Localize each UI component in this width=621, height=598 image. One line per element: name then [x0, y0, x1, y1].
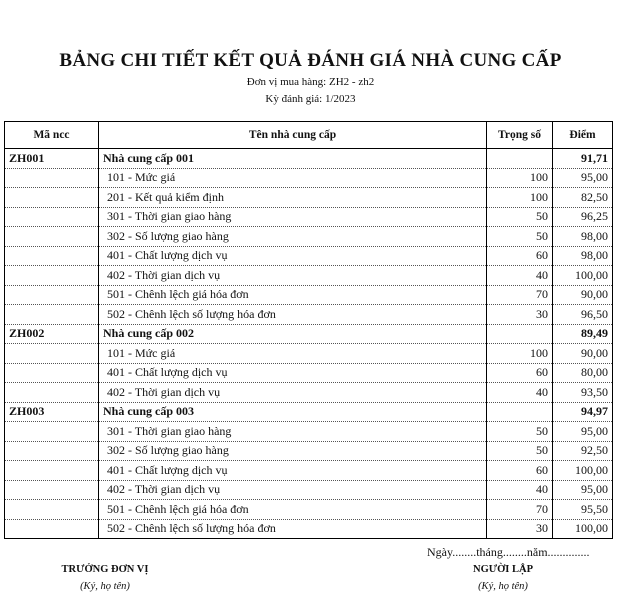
- supplier-weight: [487, 149, 553, 169]
- criterion-code-cell: [5, 285, 99, 305]
- evaluation-period: Kỳ đánh giá: 1/2023: [265, 93, 356, 105]
- criterion-code-cell: [5, 441, 99, 461]
- signature-block-head: [40, 564, 170, 592]
- criterion-weight: 100: [487, 168, 553, 188]
- criterion-row: [5, 285, 613, 305]
- criterion-row: [5, 441, 613, 461]
- criterion-row: [5, 461, 613, 481]
- criterion-row: [5, 344, 613, 364]
- head-sign-note: (Ký, họ tên): [80, 581, 130, 592]
- criterion-score: 95,50: [553, 500, 613, 520]
- criterion-row: [5, 266, 613, 286]
- signature-block-preparer: [448, 564, 558, 592]
- criterion-name: 401 - Chất lượng dịch vụ: [99, 363, 487, 383]
- criterion-score: 96,25: [553, 207, 613, 227]
- supplier-score: 94,97: [553, 402, 613, 422]
- criterion-name: 501 - Chênh lệch giá hóa đơn: [99, 285, 487, 305]
- supplier-name: Nhà cung cấp 002: [99, 324, 487, 344]
- supplier-weight: [487, 402, 553, 422]
- criterion-code-cell: [5, 168, 99, 188]
- supplier-name: Nhà cung cấp 003: [99, 402, 487, 422]
- supplier-name: Nhà cung cấp 001: [99, 149, 487, 169]
- criterion-code-cell: [5, 227, 99, 247]
- criterion-weight: 50: [487, 207, 553, 227]
- criterion-weight: 60: [487, 363, 553, 383]
- criterion-score: 80,00: [553, 363, 613, 383]
- criterion-code-cell: [5, 383, 99, 403]
- criterion-name: 502 - Chênh lệch số lượng hóa đơn: [99, 519, 487, 539]
- header-code: Mã ncc: [5, 122, 99, 149]
- criterion-row: [5, 383, 613, 403]
- supplier-row: [5, 149, 613, 169]
- criterion-name: 301 - Thời gian giao hàng: [99, 422, 487, 442]
- criterion-code-cell: [5, 266, 99, 286]
- criterion-name: 401 - Chất lượng dịch vụ: [99, 461, 487, 481]
- evaluation-table: [4, 121, 613, 539]
- criterion-score: 90,00: [553, 344, 613, 364]
- criterion-weight: 40: [487, 266, 553, 286]
- criterion-score: 100,00: [553, 266, 613, 286]
- criterion-name: 201 - Kết quả kiểm định: [99, 188, 487, 208]
- criterion-score: 90,00: [553, 285, 613, 305]
- purchasing-unit: Đơn vị mua hàng: ZH2 - zh2: [246, 76, 375, 88]
- supplier-score: 89,49: [553, 324, 613, 344]
- criterion-code-cell: [5, 422, 99, 442]
- criterion-score: 92,50: [553, 441, 613, 461]
- criterion-score: 93,50: [553, 383, 613, 403]
- criterion-weight: 40: [487, 383, 553, 403]
- criterion-row: [5, 168, 613, 188]
- criterion-code-cell: [5, 363, 99, 383]
- criterion-score: 82,50: [553, 188, 613, 208]
- criterion-name: 401 - Chất lượng dịch vụ: [99, 246, 487, 266]
- header-score: Điểm: [553, 122, 613, 149]
- criterion-score: 98,00: [553, 227, 613, 247]
- criterion-weight: 30: [487, 305, 553, 325]
- date-line: Ngày........tháng........năm..............: [427, 545, 590, 559]
- criterion-name: 501 - Chênh lệch giá hóa đơn: [99, 500, 487, 520]
- supplier-score: 91,71: [553, 149, 613, 169]
- criterion-code-cell: [5, 305, 99, 325]
- criterion-row: [5, 305, 613, 325]
- preparer-label: NGƯỜI LẬP: [473, 564, 533, 575]
- criterion-code-cell: [5, 480, 99, 500]
- criterion-weight: 60: [487, 461, 553, 481]
- criterion-code-cell: [5, 188, 99, 208]
- criterion-name: 302 - Số lượng giao hàng: [99, 441, 487, 461]
- criterion-row: [5, 207, 613, 227]
- criterion-name: 302 - Số lượng giao hàng: [99, 227, 487, 247]
- criterion-code-cell: [5, 500, 99, 520]
- criterion-score: 96,50: [553, 305, 613, 325]
- criterion-weight: 50: [487, 422, 553, 442]
- criterion-name: 301 - Thời gian giao hàng: [99, 207, 487, 227]
- report-title: BẢNG CHI TIẾT KẾT QUẢ ĐÁNH GIÁ NHÀ CUNG CẤP: [59, 50, 562, 71]
- table-header: [5, 122, 613, 149]
- criterion-code-cell: [5, 246, 99, 266]
- criterion-name: 402 - Thời gian dịch vụ: [99, 480, 487, 500]
- criterion-row: [5, 227, 613, 247]
- criterion-row: [5, 363, 613, 383]
- criterion-name: 101 - Mức giá: [99, 344, 487, 364]
- criterion-weight: 70: [487, 285, 553, 305]
- criterion-score: 95,00: [553, 480, 613, 500]
- criterion-row: [5, 500, 613, 520]
- criterion-weight: 30: [487, 519, 553, 539]
- criterion-row: [5, 422, 613, 442]
- supplier-code: ZH001: [5, 149, 99, 169]
- supplier-row: [5, 402, 613, 422]
- criterion-score: 100,00: [553, 461, 613, 481]
- supplier-weight: [487, 324, 553, 344]
- criterion-code-cell: [5, 344, 99, 364]
- supplier-code: ZH002: [5, 324, 99, 344]
- criterion-row: [5, 188, 613, 208]
- criterion-weight: 100: [487, 188, 553, 208]
- criterion-row: [5, 246, 613, 266]
- criterion-score: 95,00: [553, 422, 613, 442]
- criterion-row: [5, 480, 613, 500]
- criterion-row: [5, 519, 613, 539]
- table-body: [5, 149, 613, 539]
- criterion-weight: 70: [487, 500, 553, 520]
- criterion-weight: 100: [487, 344, 553, 364]
- criterion-code-cell: [5, 461, 99, 481]
- supplier-code: ZH003: [5, 402, 99, 422]
- criterion-score: 98,00: [553, 246, 613, 266]
- criterion-weight: 60: [487, 246, 553, 266]
- criterion-code-cell: [5, 207, 99, 227]
- preparer-sign-note: (Ký, họ tên): [478, 581, 528, 592]
- header-weight: Trọng số: [487, 122, 553, 149]
- criterion-name: 402 - Thời gian dịch vụ: [99, 266, 487, 286]
- criterion-name: 502 - Chênh lệch số lượng hóa đơn: [99, 305, 487, 325]
- criterion-score: 95,00: [553, 168, 613, 188]
- criterion-name: 402 - Thời gian dịch vụ: [99, 383, 487, 403]
- head-of-unit-label: TRƯỞNG ĐƠN VỊ: [61, 564, 149, 575]
- supplier-row: [5, 324, 613, 344]
- criterion-weight: 40: [487, 480, 553, 500]
- header-name: Tên nhà cung cấp: [99, 122, 487, 149]
- criterion-code-cell: [5, 519, 99, 539]
- criterion-name: 101 - Mức giá: [99, 168, 487, 188]
- criterion-weight: 50: [487, 227, 553, 247]
- criterion-score: 100,00: [553, 519, 613, 539]
- criterion-weight: 50: [487, 441, 553, 461]
